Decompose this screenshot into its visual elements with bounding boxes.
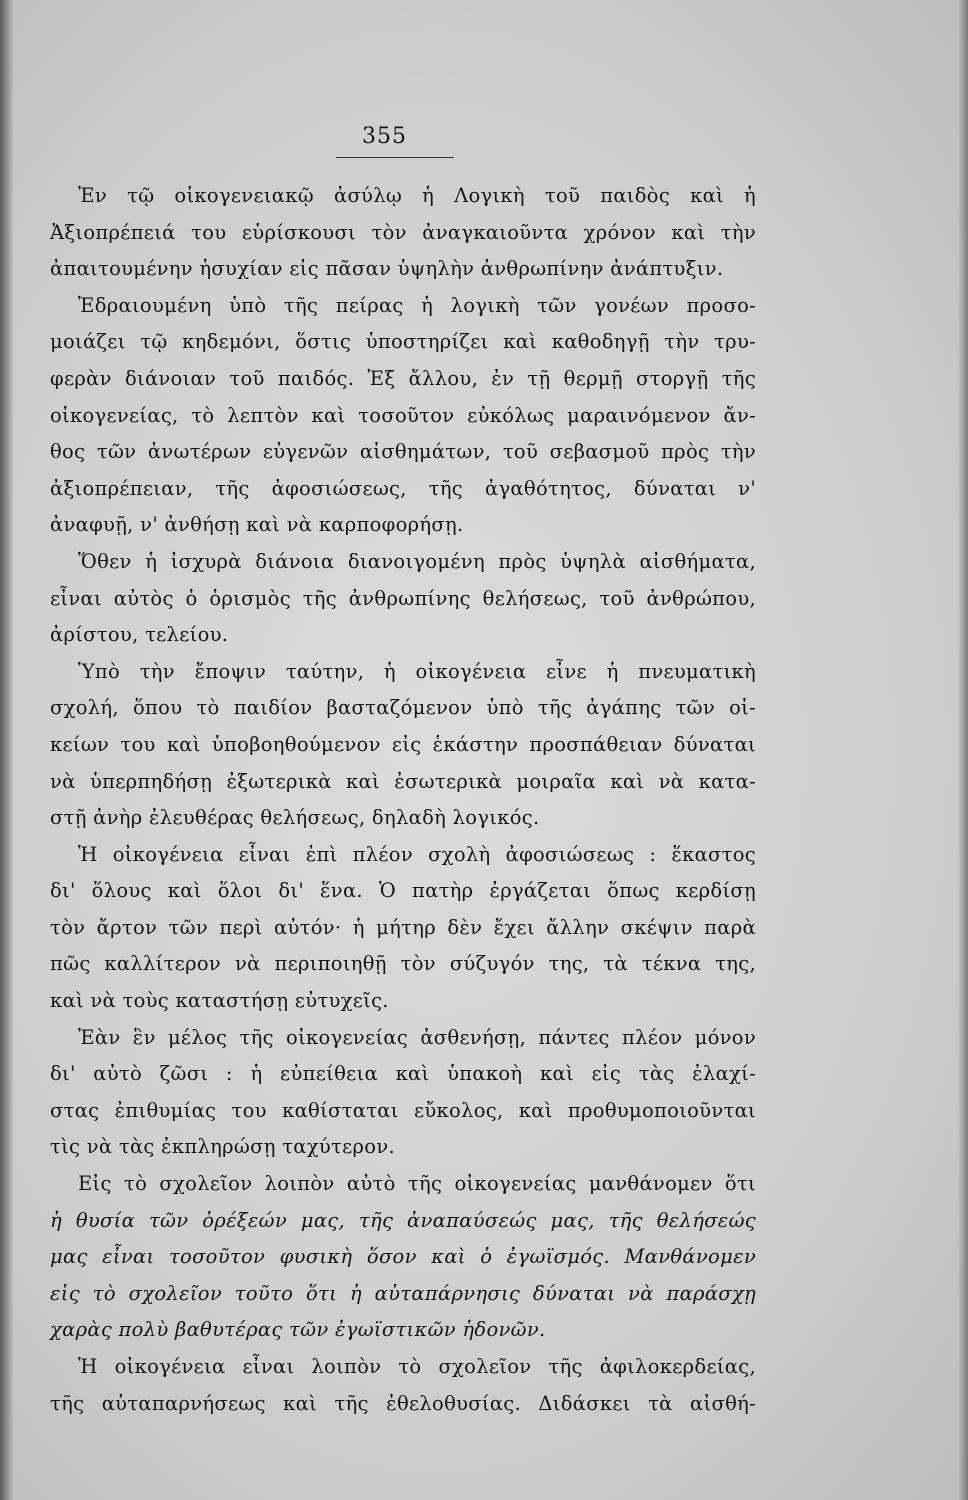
- text-line: μοιάζει τῷ κηδεμόνι, ὅστις ὑποστηρίζει καὶ καθοδηγῇ τὴν τρυ-: [50, 330, 756, 354]
- text-line: φερὰν διάνοιαν τοῦ παιδός. Ἐξ ἄλλου, ἐν τῇ θερμῇ στοργῇ τῆς: [50, 366, 756, 390]
- text-line: θος τῶν ἀνωτέρων εὐγενῶν αἰσθημάτων, τοῦ σεβασμοῦ πρὸς τὴν: [50, 440, 756, 464]
- text-line: χαρὰς πολὺ βαθυτέρας τῶν ἐγωϊστικῶν ἡδονῶν.: [50, 1318, 546, 1342]
- text-line: πῶς καλλίτερον νὰ περιποιηθῇ τὸν σύζυγόν της, τὰ τέκνα της,: [50, 952, 756, 976]
- text-line: εἶναι αὐτὸς ὁ ὁρισμὸς τῆς ἀνθρωπίνης θελήσεως, τοῦ ἀνθρώπου,: [50, 586, 756, 610]
- text-line: Ἐὰν ἓν μέλος τῆς οἰκογενείας ἀσθενήσῃ, πάντες πλέον μόνον: [78, 1025, 756, 1049]
- text-line: ἀξιοπρέπειαν, τῆς ἀφοσιώσεως, τῆς ἀγαθότητος, δύναται ν': [50, 476, 756, 500]
- page-edge-shadow-left: [0, 0, 14, 1500]
- body-text: [50, 178, 756, 1422]
- text-line: δι' ὅλους καὶ ὅλοι δι' ἕνα. Ὁ πατὴρ ἐργάζεται ὅπως κερδίσῃ: [50, 879, 756, 903]
- text-line: Ὑπὸ τὴν ἔποψιν ταύτην, ἡ οἰκογένεια εἶνε ἡ πνευματικὴ: [78, 659, 756, 683]
- text-line: κείων του καὶ ὑποβοηθούμενον εἰς ἑκάστην προσπάθειαν δύναται: [50, 732, 756, 756]
- text-line: σχολή, ὅπου τὸ παιδίον βασταζόμενον ὑπὸ τῆς ἀγάπης τῶν οἰ-: [50, 696, 756, 720]
- text-line: Ἡ οἰκογένεια εἶναι ἐπὶ πλέον σχολὴ ἀφοσιώσεως : ἕκαστος: [78, 842, 756, 866]
- text-line: Ἀξιοπρέπειά του εὑρίσκουσι τὸν ἀναγκαιοῦντα χρόνον καὶ τὴν: [50, 220, 756, 244]
- page-number: 355: [362, 124, 407, 149]
- text-line: Ἑδραιουμένη ὑπὸ τῆς πείρας ἡ λογικὴ τῶν γονέων προσο-: [78, 293, 756, 317]
- text-line: τὶς νὰ τὰς ἐκπληρώσῃ ταχύτερον.: [50, 1135, 395, 1159]
- text-line: Εἰς τὸ σχολεῖον λοιπὸν αὐτὸ τῆς οἰκογενείας μανθάνομεν ὅτι: [78, 1172, 756, 1196]
- text-line: τῆς αὐταπαρνήσεως καὶ τῆς ἐθελοθυσίας. Διδάσκει τὰ αἰσθή-: [50, 1391, 756, 1415]
- text-line: μας εἶναι τοσοῦτον φυσικὴ ὅσον καὶ ὁ ἐγωϊσμός. Μανθάνομεν: [50, 1245, 756, 1269]
- text-line: καὶ νὰ τοὺς καταστήσῃ εὐτυχεῖς.: [50, 989, 389, 1013]
- text-line: οἰκογενείας, τὸ λεπτὸν καὶ τοσοῦτον εὐκόλως μαραινόμενον ἄν-: [50, 403, 756, 427]
- text-line: Ὅθεν ἡ ἰσχυρὰ διάνοια διανοιγομένη πρὸς ὑψηλὰ αἰσθήματα,: [78, 549, 756, 573]
- text-line: Ἐν τῷ οἰκογενειακῷ ἀσύλῳ ἡ Λογικὴ τοῦ παιδὸς καὶ ἡ: [78, 184, 756, 207]
- text-line: ἀπαιτουμένην ἡσυχίαν εἰς πᾶσαν ὑψηλὴν ἀνθρωπίνην ἀνάπτυξιν.: [50, 257, 724, 281]
- header-rule: [336, 157, 454, 158]
- text-line: στας ἐπιθυμίας του καθίσταται εὔκολος, καὶ προθυμοποιοῦνται: [50, 1098, 756, 1122]
- text-line: ἡ θυσία τῶν ὀρέξεών μας, τῆς ἀναπαύσεώς μας, τῆς θελήσεώς: [50, 1208, 756, 1232]
- text-line: στῇ ἀνὴρ ἐλευθέρας θελήσεως, δηλαδὴ λογικός.: [50, 806, 540, 830]
- text-line: ἀρίστου, τελείου.: [50, 623, 229, 647]
- page-edge-shadow-right: [958, 0, 968, 1500]
- text-line: ἀναφυῇ, ν' ἀνθήσῃ καὶ νὰ καρποφορήσῃ.: [50, 513, 464, 537]
- text-line: Ἡ οἰκογένεια εἶναι λοιπὸν τὸ σχολεῖον τῆς ἀφιλοκερδείας,: [78, 1355, 756, 1378]
- text-line: νὰ ὑπερπηδήσῃ ἐξωτερικὰ καὶ ἐσωτερικὰ μοιραῖα καὶ νὰ κατα-: [50, 769, 756, 793]
- text-line: δι' αὐτὸ ζῶσι : ἡ εὐπείθεια καὶ ὑπακοὴ καὶ εἰς τὰς ἐλαχί-: [50, 1062, 756, 1086]
- text-line: εἰς τὸ σχολεῖον τοῦτο ὅτι ἡ αὐταπάρνησις δύναται νὰ παράσχῃ: [50, 1281, 756, 1305]
- text-line: τὸν ἄρτον τῶν περὶ αὐτόν· ἡ μήτηρ δὲν ἔχει ἄλλην σκέψιν παρὰ: [50, 915, 756, 939]
